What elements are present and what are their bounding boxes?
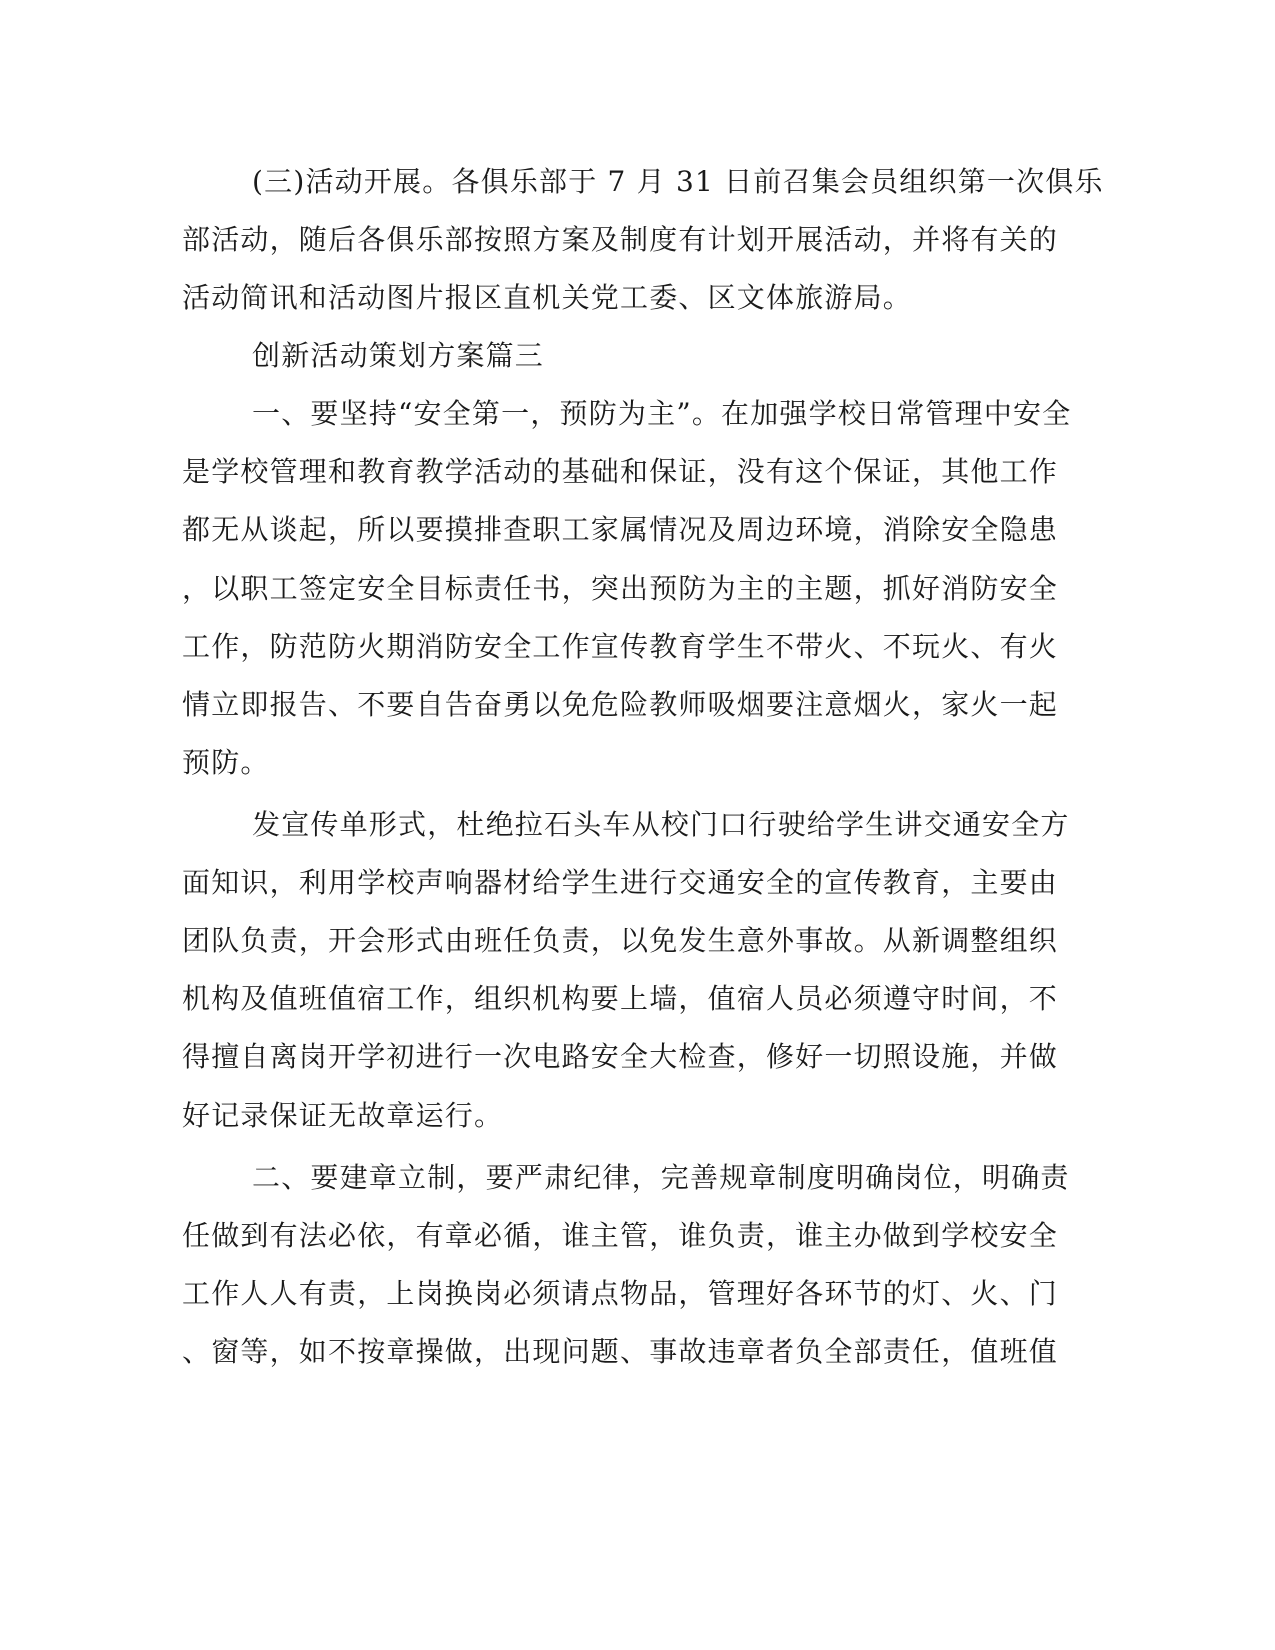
- text-line: 部活动，随后各俱乐部按照方案及制度有计划开展活动，并将有关的: [182, 223, 1059, 256]
- text-line: 是学校管理和教育教学活动的基础和保证，没有这个保证，其他工作: [182, 455, 1059, 488]
- text-line: 预防。: [182, 746, 270, 779]
- text-line: 机构及值班值宿工作，组织机构要上墙，值宿人员必须遵守时间，不: [182, 982, 1059, 1015]
- text-line: ，以职工签定安全目标责任书，突出预防为主的主题，抓好消防安全: [182, 572, 1059, 605]
- text-line: 团队负责，开会形式由班任负责，以免发生意外事故。从新调整组织: [182, 924, 1059, 957]
- text-line: 都无从谈起，所以要摸排查职工家属情况及周边环境，消除安全隐患: [182, 513, 1059, 546]
- text-line: 活动简讯和活动图片报区直机关党工委、区文体旅游局。: [182, 281, 913, 314]
- text-line: 发宣传单形式，杜绝拉石头车从校门口行驶给学生讲交通安全方: [252, 808, 1070, 841]
- text-line: 任做到有法必依，有章必循，谁主管，谁负责，谁主办做到学校安全: [182, 1219, 1059, 1252]
- text-line: 一、要坚持“安全第一，预防为主”。在加强学校日常管理中安全: [252, 397, 1072, 430]
- text-line: 二、要建章立制，要严肃纪律，完善规章制度明确岗位，明确责: [252, 1161, 1070, 1194]
- text-line: 得擅自离岗开学初进行一次电路安全大检查，修好一切照设施，并做: [182, 1040, 1059, 1073]
- text-line: 好记录保证无故章运行。: [182, 1099, 504, 1132]
- text-line: 工作，防范防火期消防安全工作宣传教育学生不带火、不玩火、有火: [182, 630, 1059, 663]
- text-line: (三)活动开展。各俱乐部于 7 月 31 日前召集会员组织第一次俱乐: [252, 165, 1104, 198]
- text-line: 、窗等，如不按章操做，出现问题、事故违章者负全部责任，值班值: [182, 1335, 1059, 1368]
- text-line: 情立即报告、不要自告奋勇以免危险教师吸烟要注意烟火，家火一起: [182, 688, 1059, 721]
- text-line: 工作人人有责，上岗换岗必须请点物品，管理好各环节的灯、火、门: [182, 1277, 1059, 1310]
- text-line: 面知识，利用学校声响器材给学生进行交通安全的宣传教育，主要由: [182, 866, 1059, 899]
- heading-text: 创新活动策划方案篇三: [252, 339, 545, 372]
